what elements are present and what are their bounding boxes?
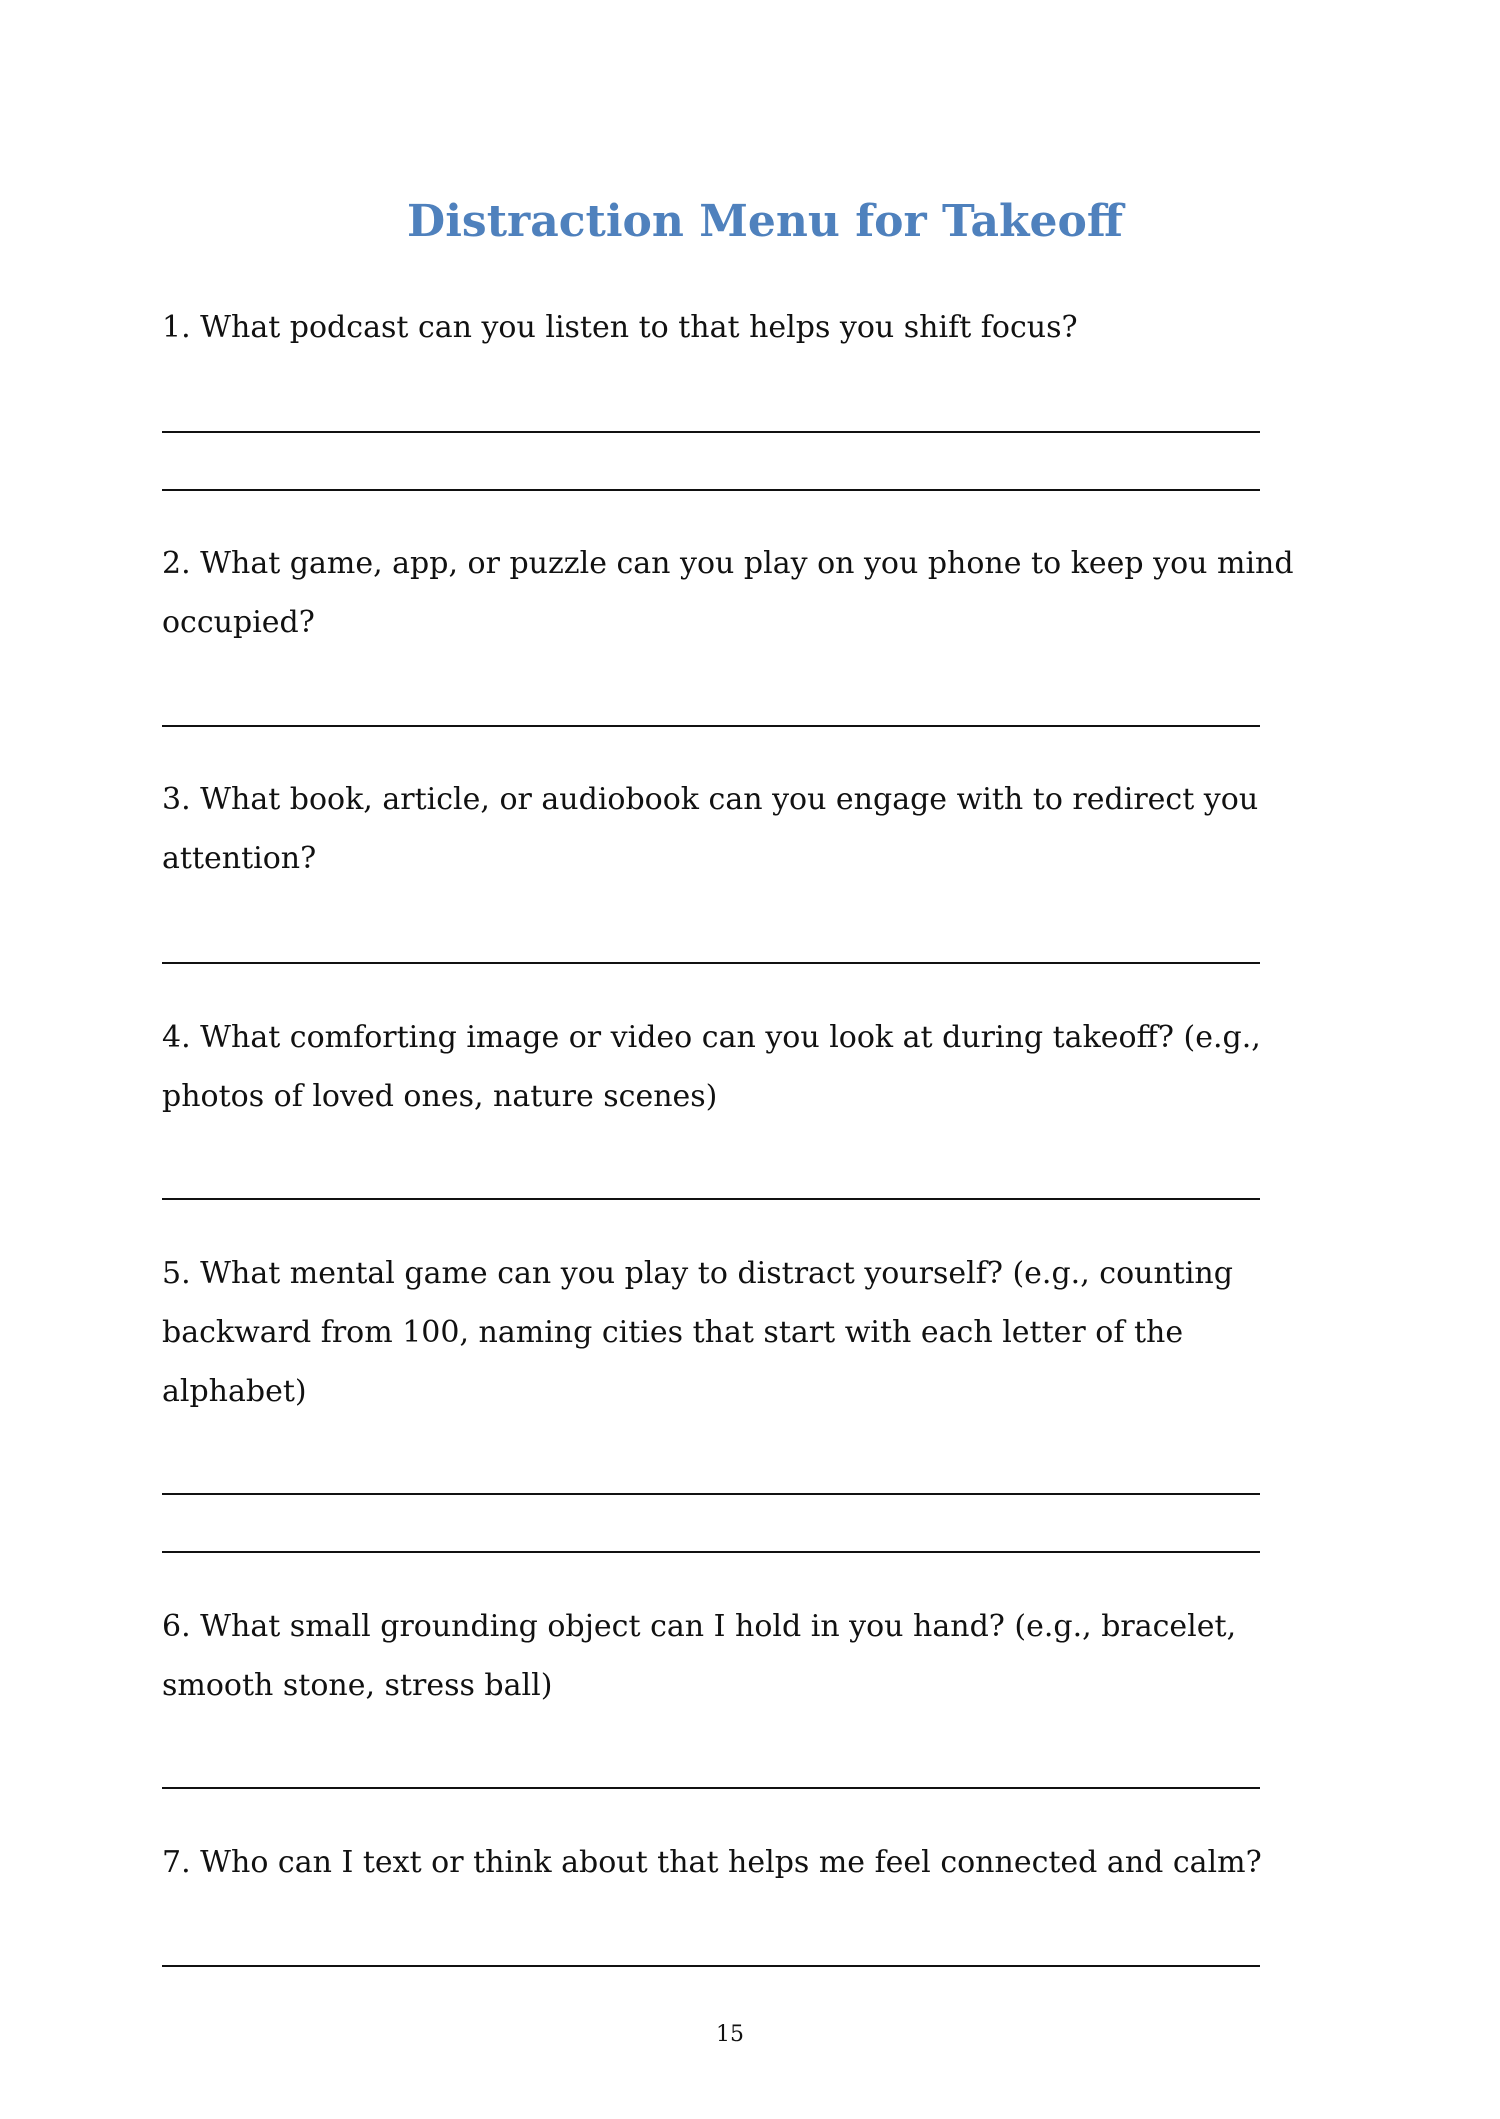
answer-line[interactable] xyxy=(162,1787,1260,1789)
question-1 xyxy=(162,298,1078,357)
answer-line[interactable] xyxy=(162,1965,1260,1967)
answer-line[interactable] xyxy=(162,489,1260,491)
question-text: 2. What game, app, or puzzle can you play on you phone to keep you mind xyxy=(162,546,1294,581)
answer-line[interactable] xyxy=(162,431,1260,433)
question-text: 6. What small grounding object can I hold in you hand? (e.g., bracelet, xyxy=(162,1609,1237,1644)
question-7 xyxy=(162,1833,1262,1892)
question-text: attention? xyxy=(162,841,317,876)
answer-line[interactable] xyxy=(162,1198,1260,1200)
question-2 xyxy=(162,534,1294,652)
answer-line[interactable] xyxy=(162,1551,1260,1553)
question-text: 4. What comforting image or video can you look at during takeoff? (e.g., xyxy=(162,1020,1261,1055)
question-text: 5. What mental game can you play to distract yourself? (e.g., counting xyxy=(162,1256,1233,1291)
question-text: alphabet) xyxy=(162,1374,307,1409)
question-5 xyxy=(162,1244,1233,1421)
question-text: photos of loved ones, nature scenes) xyxy=(162,1079,718,1114)
question-text: backward from 100, naming cities that start with each letter of the xyxy=(162,1315,1184,1350)
answer-line[interactable] xyxy=(162,962,1260,964)
answer-line[interactable] xyxy=(162,1493,1260,1495)
question-text: smooth stone, stress ball) xyxy=(162,1668,553,1703)
question-6 xyxy=(162,1597,1236,1715)
question-text: 3. What book, article, or audiobook can you engage with to redirect you xyxy=(162,782,1259,817)
page-number: 15 xyxy=(716,2022,744,2047)
question-text: occupied? xyxy=(162,605,315,640)
answer-line[interactable] xyxy=(162,725,1260,727)
question-text: 1. What podcast can you listen to that helps you shift focus? xyxy=(162,310,1078,345)
question-4 xyxy=(162,1008,1261,1126)
page-title: Distraction Menu for Takeoff xyxy=(407,196,1123,247)
question-3 xyxy=(162,770,1258,888)
question-text: 7. Who can I text or think about that helps me feel connected and calm? xyxy=(162,1845,1262,1880)
